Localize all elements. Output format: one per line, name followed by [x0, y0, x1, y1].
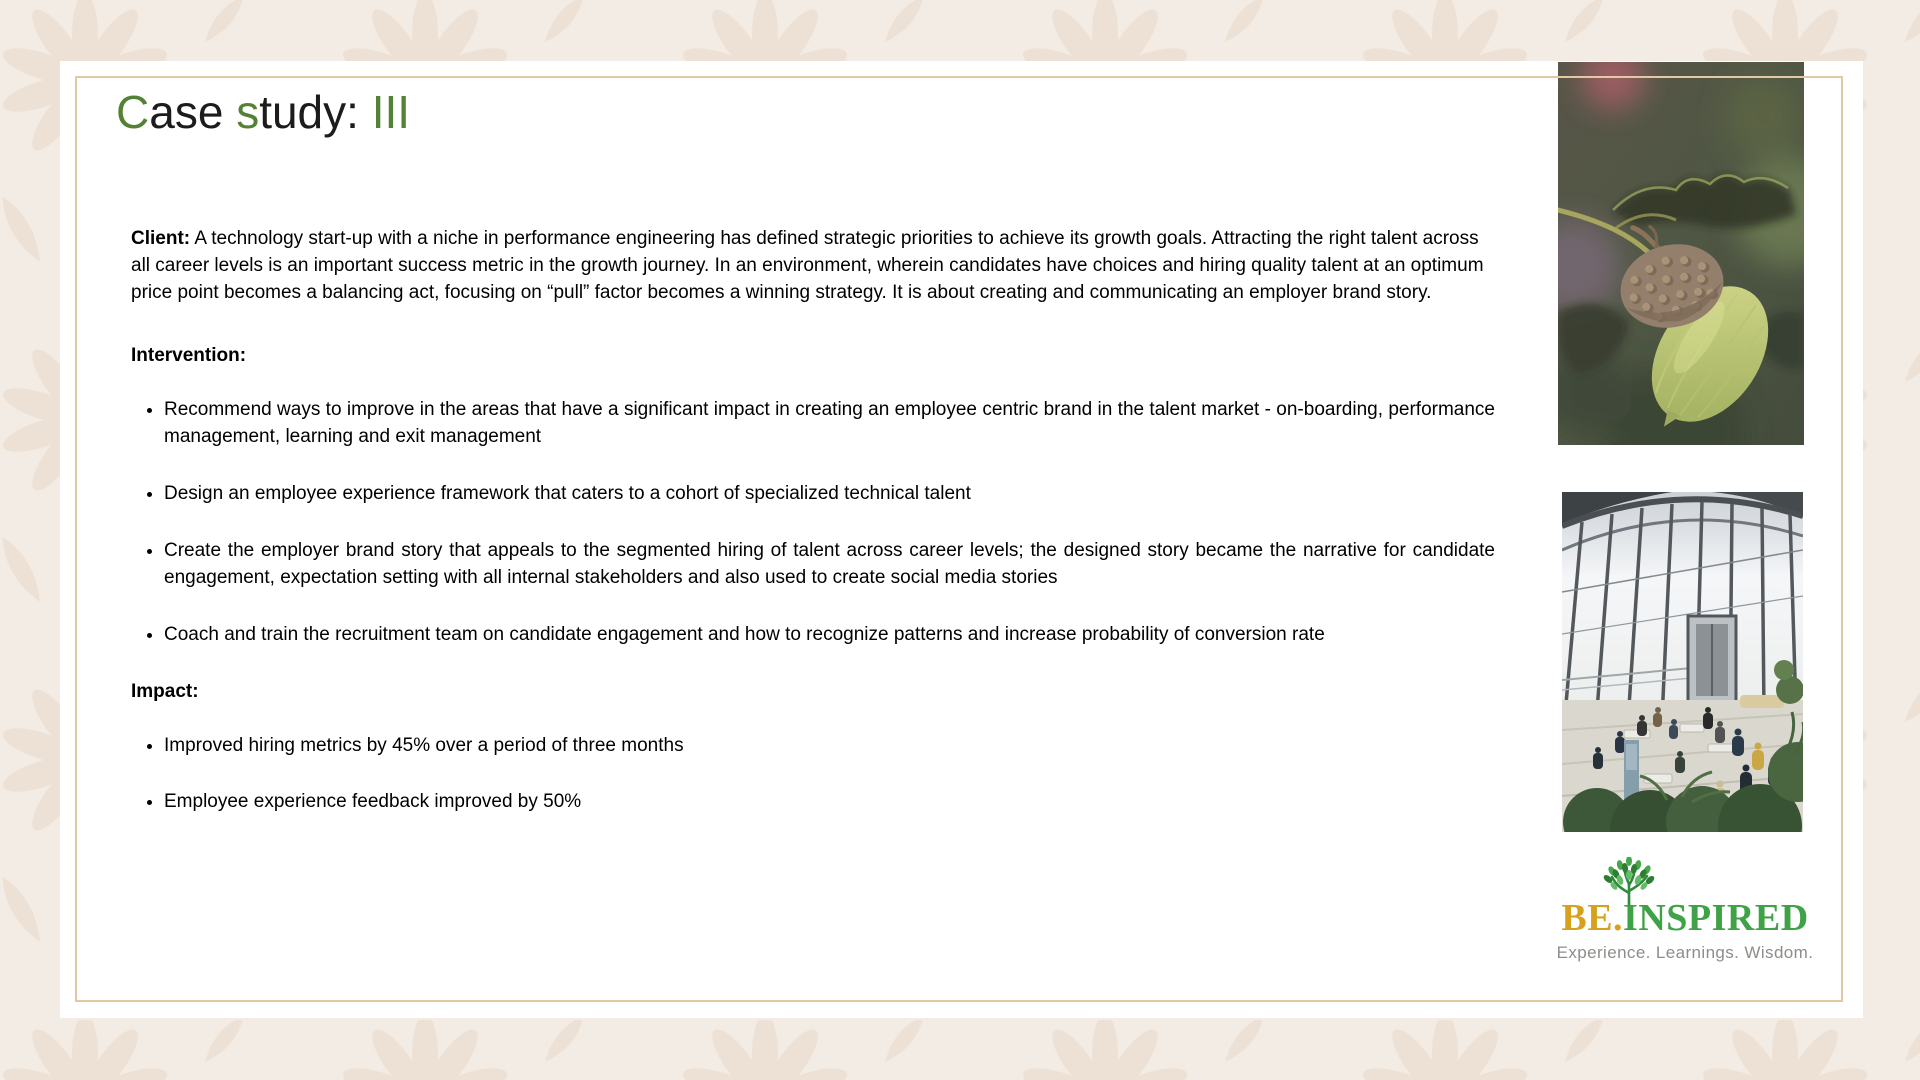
logo-be: BE. — [1561, 897, 1624, 939]
atrium-photo-art — [1562, 492, 1803, 832]
be-inspired-logo — [1555, 857, 1815, 963]
atrium-photo — [1562, 492, 1803, 832]
title-segment: tudy: — [259, 86, 372, 138]
list-item: • Employee experience feedback improved by 50% — [164, 788, 1495, 815]
impact-list — [131, 732, 1495, 815]
list-item: • Improved hiring metrics by 45% over a period of three months — [164, 732, 1495, 759]
logo-inspired: INSPIRED — [1623, 897, 1809, 939]
impact-heading: Impact: — [131, 681, 199, 702]
list-item: • Recommend ways to improve in the areas that have a significant impact in creating an employee centric brand in the talent market - on-boarding, performance management, learning and exit management — [164, 396, 1495, 450]
case-study-text — [131, 225, 1495, 844]
acorn-photo — [1558, 62, 1804, 445]
logo-tagline: Experience. Learnings. Wisdom. — [1556, 942, 1814, 962]
content-card — [60, 61, 1863, 1018]
client-label: Client: — [131, 228, 191, 249]
intervention-list — [131, 396, 1495, 648]
page-title — [116, 81, 410, 143]
client-paragraph — [131, 225, 1495, 306]
list-item: • Coach and train the recruitment team on candidate engagement and how to recognize patterns and increase probability of conversion rate — [164, 621, 1495, 648]
title-segment: ase — [149, 86, 237, 138]
intervention-heading: Intervention: — [131, 345, 247, 366]
list-item: • Design an employee experience framework that caters to a cohort of specialized technical talent — [164, 480, 1495, 507]
acorn-photo-art — [1558, 62, 1804, 445]
list-item: • Create the employer brand story that appeals to the segmented hiring of talent across career levels; the designed story became the narrative for candidate engagement, expectation setting with all internal stakeholders and also used to create social media stories — [164, 537, 1495, 591]
title-segment: III — [371, 86, 411, 138]
title-segment: s — [236, 86, 260, 138]
logo-wordmark — [1561, 899, 1808, 939]
client-description: A technology start-up with a niche in performance engineering has defined strategic priorities to achieve its growth goals. Attracting the right talent across all career levels is an important success metric in the growth journey. In an environment, wherein candidates have choices and hiring quality talent at an optimum price point becomes a balancing act, focusing on “pull” factor becomes a winning strategy. It is about creating and communicating an employer brand story. — [131, 228, 1484, 303]
title-segment: C — [116, 86, 150, 138]
